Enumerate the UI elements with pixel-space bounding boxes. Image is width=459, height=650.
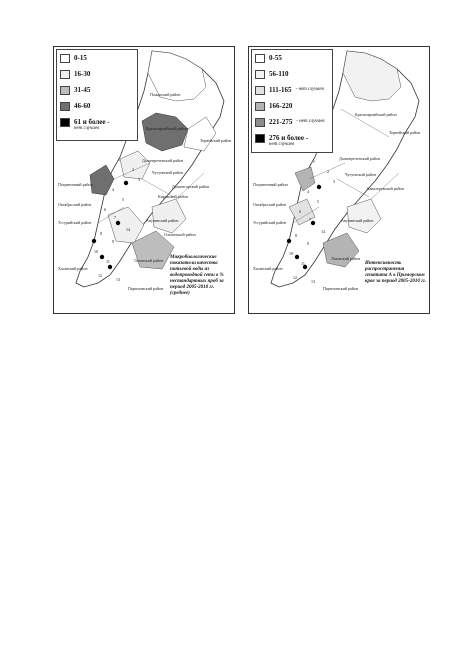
legend-label-group <box>269 134 308 148</box>
district-number: 7 <box>309 217 311 222</box>
legend-swatch <box>60 54 70 63</box>
legend-label: 46-60 <box>74 102 91 110</box>
legend-label: 276 и более - <box>269 134 309 142</box>
district-number: 4 <box>112 187 114 192</box>
city-marker <box>287 239 291 243</box>
district-number: 11 <box>301 261 305 266</box>
region-label: Дальнереченский район <box>142 158 183 163</box>
legend-label: 16-30 <box>74 70 91 78</box>
district-number: 14 <box>321 229 325 234</box>
legend-swatch <box>60 118 70 127</box>
district-number: 1 <box>118 157 120 162</box>
legend-swatch <box>255 118 265 127</box>
legend-label: 0-55 <box>269 54 282 62</box>
right-map-panel <box>248 46 430 314</box>
region-label: Партизанский район <box>128 286 164 291</box>
legend-swatch <box>255 70 265 79</box>
legend-swatch <box>60 102 70 111</box>
map-caption: Микробиологические показатели качества питьевой воды из водопроводной сети в % нестандартных проб за период 2005-2010 гг. (среднее) <box>170 255 224 296</box>
region-label: Кавалеровский район <box>367 186 404 191</box>
legend-swatch <box>255 134 265 143</box>
city-marker <box>116 221 120 225</box>
legend-label: 166-220 <box>269 102 293 110</box>
district-number: 8 <box>295 233 297 238</box>
city-marker <box>108 265 112 269</box>
legend-note: - нет случаев <box>295 87 324 92</box>
district-number: 9 <box>112 239 114 244</box>
legend-row <box>255 54 282 63</box>
legend-label: 0-15 <box>74 54 87 62</box>
region-label: Партизанский район <box>323 286 359 291</box>
legend-row <box>255 86 324 95</box>
region-label: Анучинский район <box>341 218 374 223</box>
legend-row <box>255 134 308 148</box>
district-number: 4 <box>307 189 309 194</box>
district-number: 6 <box>104 207 106 212</box>
district-number: 12 <box>293 275 297 280</box>
region-label: Дальнереченский район <box>339 156 380 161</box>
legend-row <box>60 102 90 111</box>
district-number: 6 <box>299 209 301 214</box>
city-marker <box>100 255 104 259</box>
region-label: Чугуевский район <box>152 170 183 175</box>
district-number: 13 <box>311 279 315 284</box>
region-label: Октябрьский район <box>58 202 92 207</box>
legend-row <box>60 70 90 79</box>
district-number: 12 <box>98 273 102 278</box>
district-number: 10 <box>94 249 98 254</box>
legend-label: 56-110 <box>269 70 289 78</box>
legend-swatch <box>60 86 70 95</box>
district-number: 7 <box>114 215 116 220</box>
city-marker <box>317 185 321 189</box>
district-number: 5 <box>317 199 319 204</box>
district-number: 10 <box>289 251 293 256</box>
district-number: 3 <box>138 177 140 182</box>
district-number: 11 <box>106 259 110 264</box>
left-map-panel <box>53 46 235 314</box>
district-number: 9 <box>307 241 309 246</box>
legend-row <box>255 70 288 79</box>
region-label: Пожарский район <box>150 92 181 97</box>
region-label: Пограничный район <box>58 182 93 187</box>
legend-row <box>60 54 87 63</box>
region-label: Тернейский район <box>389 130 421 135</box>
region-label: Анучинский район <box>146 218 179 223</box>
district-number: 3 <box>333 179 335 184</box>
legend-label: 61 и более - <box>74 118 110 126</box>
region-label: Лазовский район <box>331 256 360 261</box>
legend-swatch <box>255 54 265 63</box>
legend-row <box>60 86 90 95</box>
region-label: Красноармейский район <box>146 126 188 131</box>
city-marker <box>295 255 299 259</box>
region-label: Тернейский район <box>200 138 232 143</box>
legend-note: нет случаев <box>74 126 100 131</box>
legend-swatch <box>60 70 70 79</box>
region-label: Уссурийский район <box>253 220 287 225</box>
legend-swatch <box>255 86 265 95</box>
region-label: Лазовский район <box>134 258 163 263</box>
legend-label: 31-45 <box>74 86 91 94</box>
district-number: 5 <box>122 197 124 202</box>
district-number: 14 <box>126 227 130 232</box>
region-label: Октябрьский район <box>253 202 287 207</box>
region-label: Ольгинский район <box>164 232 196 237</box>
district-number: 1 <box>313 159 315 164</box>
legend-label-group <box>74 118 110 132</box>
legend-row <box>255 102 292 111</box>
left-legend <box>56 49 138 141</box>
region-label: Чугуевский район <box>345 172 376 177</box>
region-label: Хасанский район <box>58 266 88 271</box>
district-number: 2 <box>327 169 329 174</box>
legend-note: нет случаев <box>269 142 295 147</box>
legend-label: 111-165 <box>269 86 292 94</box>
right-legend <box>251 49 333 153</box>
region-label: Дальнегорский район <box>172 184 209 189</box>
legend-row <box>255 118 325 127</box>
map-caption: Интенсивность распространения гепатита А в Приморском крае за период 2005-2010 гг. <box>365 261 426 284</box>
city-marker <box>124 181 128 185</box>
district-number: 2 <box>132 167 134 172</box>
district-number: 13 <box>116 277 120 282</box>
city-marker <box>92 239 96 243</box>
region-label: Пограничный район <box>253 182 288 187</box>
region-label: Красноармейский район <box>355 112 397 117</box>
legend-row <box>60 118 110 132</box>
district-number: 8 <box>100 231 102 236</box>
legend-note: - нет случаев <box>296 119 325 124</box>
region-label: Кировский район <box>158 194 188 199</box>
city-marker <box>311 221 315 225</box>
region-label: Хасанский район <box>253 266 283 271</box>
region-label: Уссурийский район <box>58 220 92 225</box>
legend-label: 221-275 <box>269 118 293 126</box>
legend-swatch <box>255 102 265 111</box>
